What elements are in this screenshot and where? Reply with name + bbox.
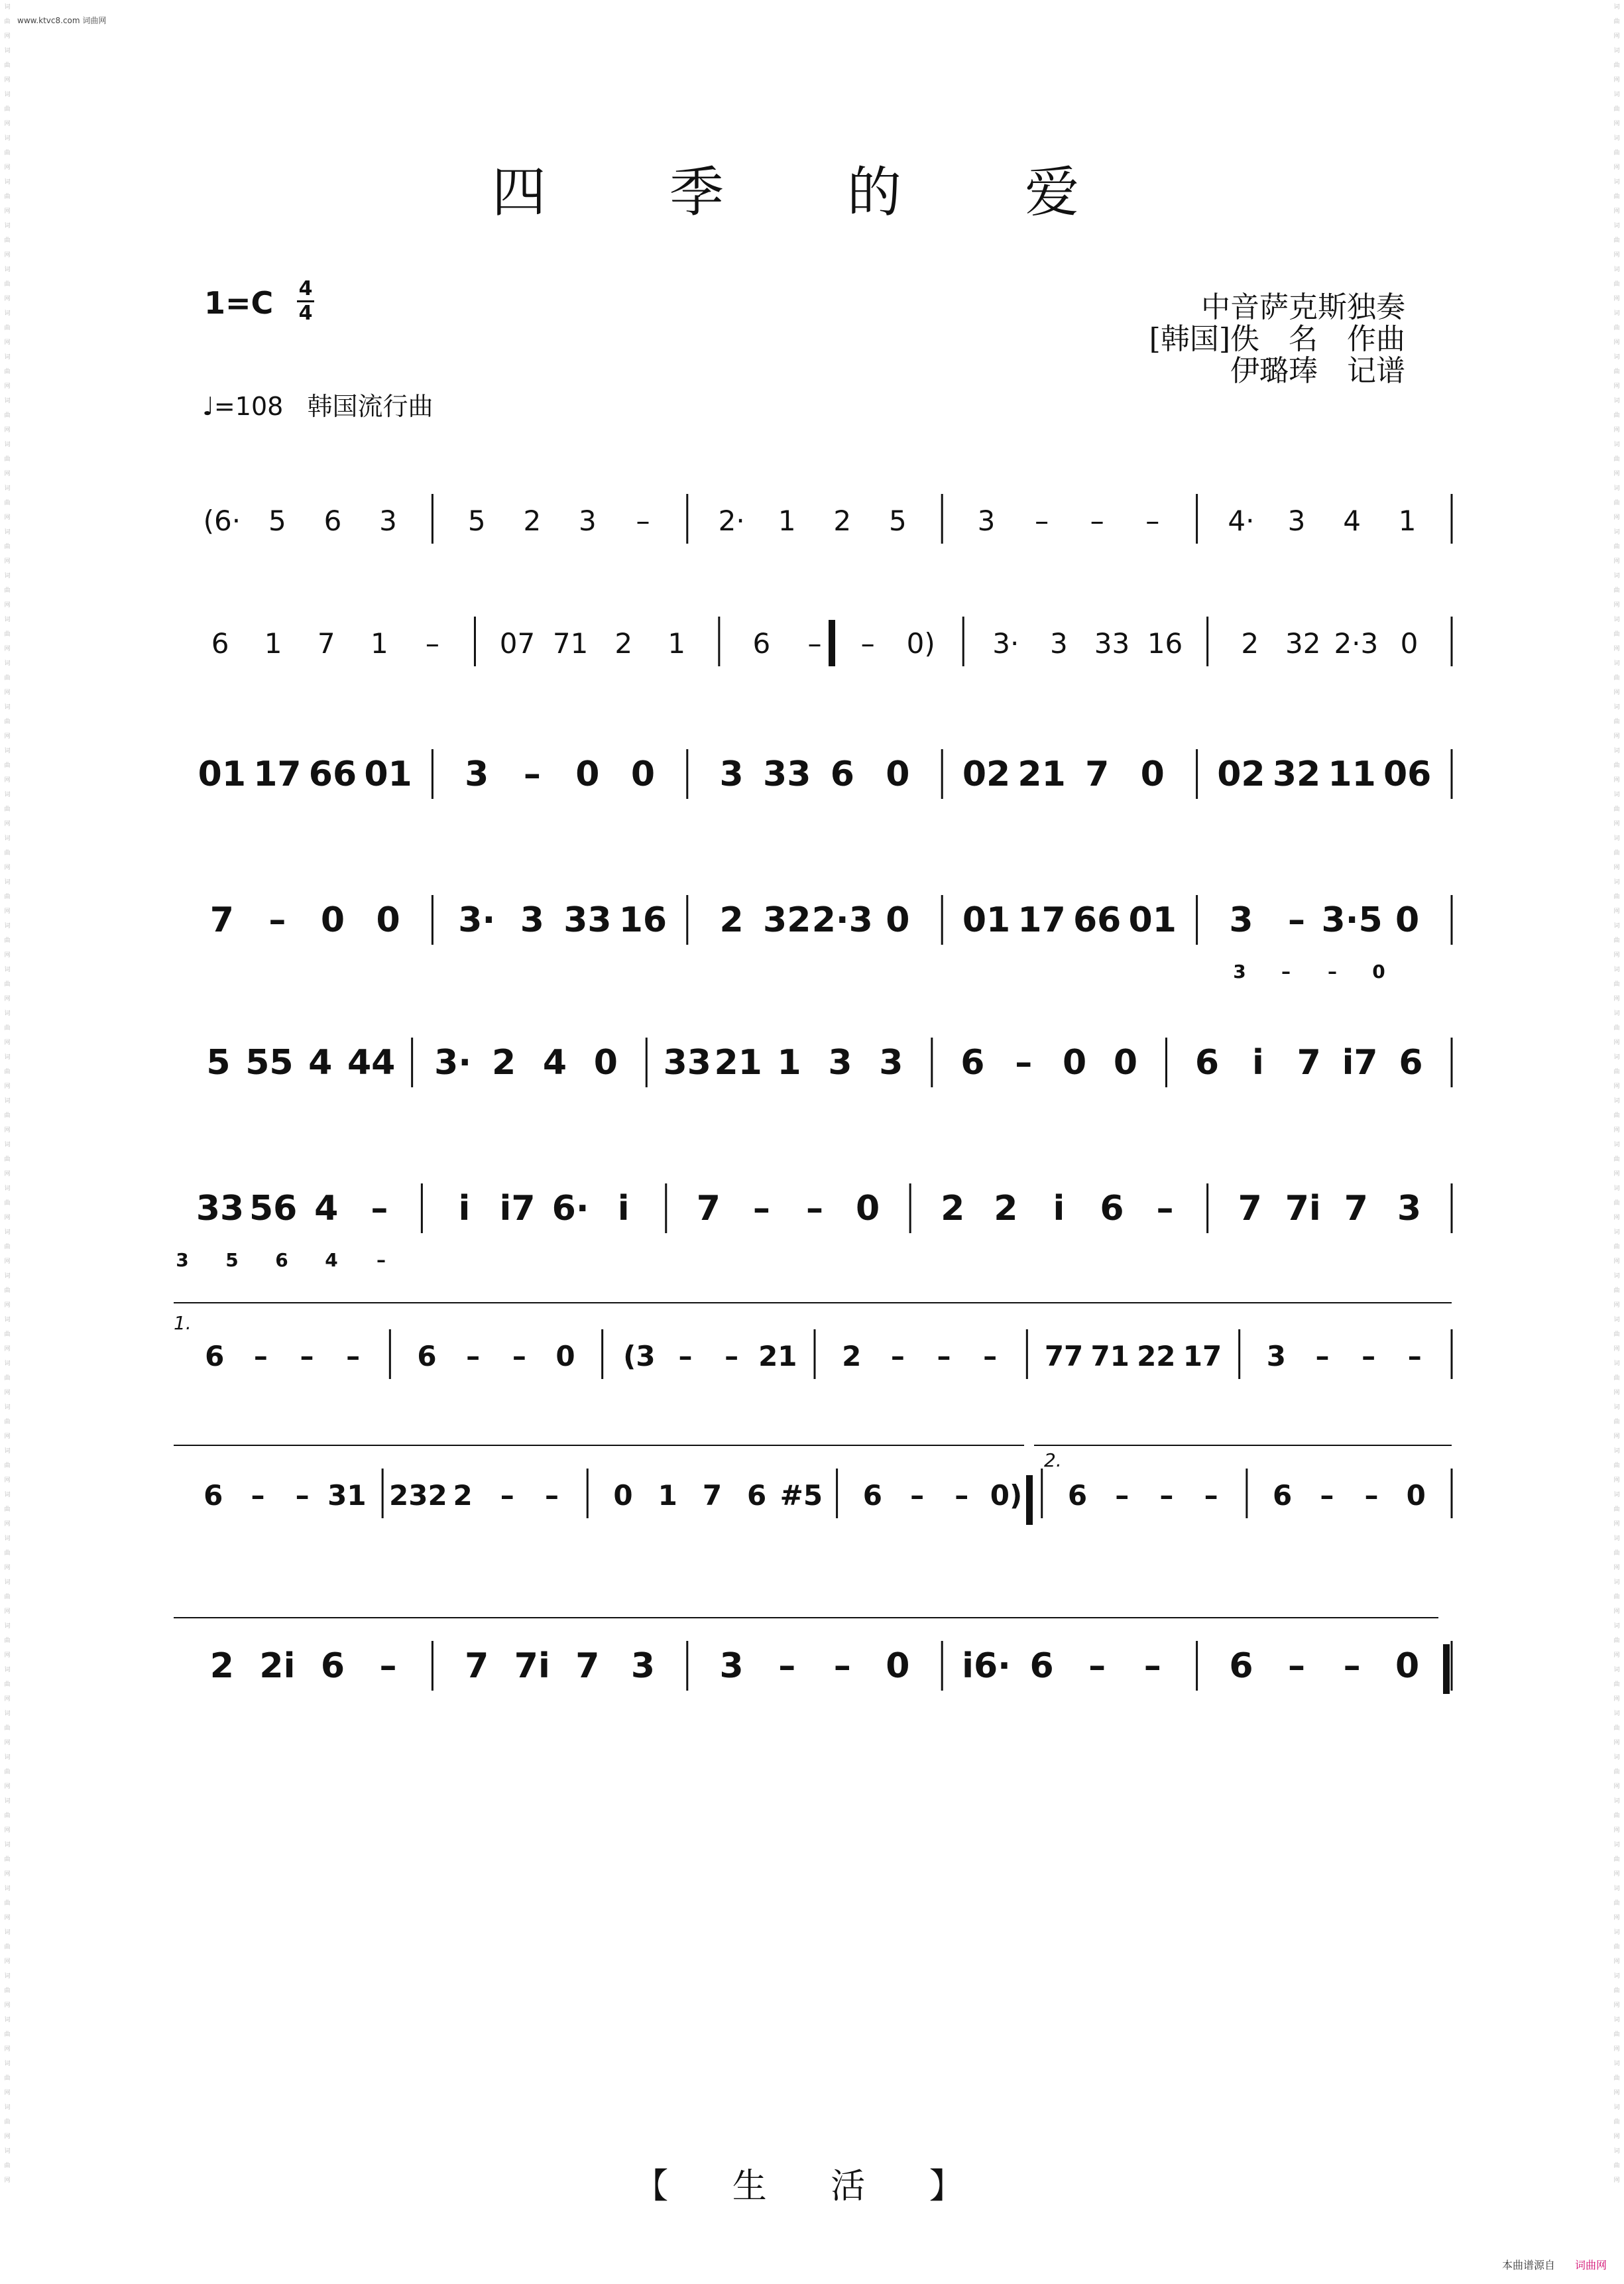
note: (6· [203, 505, 241, 537]
note: 0 [886, 754, 910, 794]
note: 5 [888, 505, 907, 537]
note: 6 [1229, 1646, 1253, 1686]
note: 16 [618, 900, 667, 940]
note: 6 [1273, 1479, 1293, 1512]
note: – [371, 1189, 388, 1229]
note: – [678, 1340, 693, 1372]
note: 0 [1400, 627, 1419, 660]
note: 2 [842, 1340, 862, 1372]
note: 3 [828, 1043, 852, 1083]
note: i7 [1342, 1043, 1378, 1083]
note: – [251, 1479, 265, 1512]
note: 1 [667, 627, 686, 660]
note: 2 [833, 505, 852, 537]
note: 4 [542, 1043, 567, 1083]
note: 7 [1344, 1189, 1368, 1229]
note: 4· [1228, 505, 1255, 537]
note: #5 [780, 1479, 823, 1512]
note: 7 [465, 1646, 489, 1686]
note: 3 [1229, 900, 1253, 940]
note: 21 [1017, 754, 1066, 794]
key-signature: 1=C [204, 285, 274, 321]
side-watermark-right: 词 曲 网 词 曲 网 词 曲 网 词 曲 网 词 曲 网 词 曲 网 词 曲 网 词 曲 网 词 曲 网 词 曲 网 词 曲 网 词 曲 网 词 曲 网 词 曲 网 词 曲 网 词 曲 网 词 曲 网 词 曲 网 词 曲 网 词 曲 网 词 曲 网 词 曲 网 词 曲 网 词 曲 网 词 曲 网 词 曲 网 词 曲 网 词 曲 网 词 曲 网 词 曲 网 词 曲 网 词 曲 网 词 曲 网 词 曲 网 词 曲 网 词 曲 网 词 曲 网 词 曲 网 词 曲 网 词 曲 网 词 曲 网 词 曲 网 词 曲 网 词 曲 网 词 曲 网 词 曲 网 词 曲 网 词 曲 网 词 曲 网 词 曲 网 [1613, 4, 1620, 2184]
harmony-note: 6 [275, 1249, 288, 1271]
note: 01 [198, 754, 247, 794]
note: 66 [1073, 900, 1122, 940]
note: 17 [1183, 1340, 1222, 1372]
note: – [1204, 1479, 1218, 1512]
note: 6 [1194, 1043, 1220, 1083]
note: 3·5 [1321, 900, 1383, 940]
note: 32 [763, 900, 811, 940]
note: 0) [906, 627, 935, 660]
note: 71 [1090, 1340, 1130, 1372]
note: 31 [327, 1479, 367, 1512]
note: 2·3 [811, 900, 873, 940]
volta-2: 2. [1044, 1449, 1062, 1471]
note: 06 [1383, 754, 1432, 794]
stamp-brand: 词曲网 [1574, 2259, 1607, 2271]
note: – [1115, 1479, 1130, 1512]
note: – [1090, 505, 1104, 537]
note: i [1251, 1043, 1264, 1083]
note: i [458, 1189, 471, 1229]
note: 6· [551, 1189, 589, 1229]
note: 17 [253, 754, 302, 794]
note: – [295, 1479, 310, 1512]
style-label: 韩国流行曲 [307, 392, 434, 421]
note: 0 [1140, 754, 1165, 794]
note: 22 [1137, 1340, 1176, 1372]
note: 6 [1399, 1043, 1423, 1083]
note: 2 [719, 900, 744, 940]
note: – [1343, 1646, 1361, 1686]
note: 0 [886, 1646, 910, 1686]
note: – [300, 1340, 314, 1372]
note: 7 [575, 1646, 600, 1686]
note: 02 [1217, 754, 1265, 794]
note: – [1288, 1646, 1306, 1686]
note: 2 [614, 627, 633, 660]
note: – [860, 627, 875, 660]
note: 3 [579, 505, 597, 537]
note: – [937, 1340, 951, 1372]
note: 3 [977, 505, 996, 537]
note: – [1035, 505, 1049, 537]
note: 01 [1128, 900, 1177, 940]
note: 4 [308, 1043, 333, 1083]
note: 2 [491, 1043, 516, 1083]
note: – [512, 1340, 526, 1372]
note: 07 [499, 627, 536, 660]
note: 3 [879, 1043, 903, 1083]
note: 1 [264, 627, 282, 660]
note: 33 [196, 1189, 245, 1229]
note: 6 [1067, 1479, 1088, 1512]
tempo-mark: ♩=108 [202, 392, 284, 421]
note: – [1159, 1479, 1174, 1512]
note: 17 [1017, 900, 1066, 940]
note: 6 [752, 627, 771, 660]
note: 71 [552, 627, 589, 660]
page-title: 四 季 的 爱 [491, 161, 1133, 224]
note: 3 [719, 1646, 744, 1686]
note: 77 [1044, 1340, 1084, 1372]
note: 0 [593, 1043, 618, 1083]
note: 7 [702, 1479, 723, 1512]
note: i [617, 1189, 630, 1229]
note: – [1015, 1043, 1033, 1083]
note: 33 [563, 900, 612, 940]
note: 3 [719, 754, 744, 794]
note: 02 [962, 754, 1011, 794]
note: – [1143, 1646, 1161, 1686]
note: i7 [499, 1189, 536, 1229]
note: 33 [763, 754, 811, 794]
harmony-note: – [1281, 961, 1291, 983]
note: 3 [630, 1646, 656, 1686]
note: – [379, 1646, 397, 1686]
footer-title: 【 生 活 】 [634, 2167, 990, 2206]
note: – [910, 1479, 925, 1512]
note: 7 [209, 900, 234, 940]
note: – [1364, 1479, 1379, 1512]
note: 6 [1029, 1646, 1054, 1686]
note: – [725, 1340, 739, 1372]
note: 3 [465, 754, 489, 794]
note: 0 [855, 1189, 880, 1229]
note: 6 [1100, 1189, 1124, 1229]
time-signature-bottom: 4 [298, 302, 313, 325]
note: 3· [434, 1043, 472, 1083]
harmony-note: 3 [1233, 961, 1246, 983]
note: 7i [1285, 1189, 1321, 1229]
note: 6 [205, 1340, 225, 1372]
note: 0 [630, 754, 656, 794]
note: 7 [317, 627, 335, 660]
site-header: www.ktvc8.com 词曲网 [17, 16, 107, 25]
note: 3 [520, 900, 544, 940]
note: – [983, 1340, 998, 1372]
note: – [466, 1340, 481, 1372]
note: 2 [209, 1646, 234, 1686]
note: 7 [1238, 1189, 1262, 1229]
note: 1 [658, 1479, 677, 1512]
note: 0 [1395, 900, 1420, 940]
note: 1 [1398, 505, 1417, 537]
note: – [806, 1189, 823, 1229]
source-stamp [1502, 2257, 1607, 2272]
note: 6 [323, 505, 342, 537]
note: – [1288, 900, 1306, 940]
note: (3 [623, 1340, 656, 1372]
note: 232 [389, 1479, 447, 1512]
volta-1: 1. [174, 1312, 192, 1334]
note: 2 [941, 1189, 965, 1229]
harmony-note: – [1328, 961, 1337, 983]
note: 32 [1272, 754, 1321, 794]
note: 6 [211, 627, 229, 660]
note: 4 [1343, 505, 1361, 537]
note: – [1145, 505, 1160, 537]
credit-composer: [韩国]佚 名 作曲 [1149, 322, 1405, 356]
note: 2·3 [1334, 627, 1379, 660]
harmony-note: 4 [325, 1249, 338, 1271]
note: 3· [458, 900, 496, 940]
note: – [500, 1479, 514, 1512]
note: – [1320, 1479, 1334, 1512]
note: 56 [249, 1189, 298, 1229]
note: 2i [259, 1646, 296, 1686]
note: – [807, 627, 822, 660]
note: 6 [830, 754, 854, 794]
note: 1 [370, 627, 388, 660]
harmony-note: 0 [1372, 961, 1385, 983]
note: – [890, 1340, 905, 1372]
note: 0) [990, 1479, 1023, 1512]
note: 0 [376, 900, 400, 940]
note: 32 [1285, 627, 1321, 660]
note: 0 [575, 754, 600, 794]
note: 0 [320, 900, 345, 940]
note: 3 [1050, 627, 1068, 660]
note: 0 [886, 900, 910, 940]
note: 0 [613, 1479, 633, 1512]
note: 7i [514, 1646, 550, 1686]
note: 1 [777, 1043, 801, 1083]
note: 66 [308, 754, 357, 794]
note: 6 [203, 1479, 223, 1512]
credit-transcriber: 伊璐琫 记谱 [1230, 354, 1405, 388]
note: 0 [1113, 1043, 1138, 1083]
credit-performance: 中音萨克斯独奏 [1201, 290, 1405, 324]
note: 2 [994, 1189, 1018, 1229]
note: 6 [320, 1646, 345, 1686]
note: i [1053, 1189, 1065, 1229]
note: 2 [453, 1479, 473, 1512]
note: 16 [1147, 627, 1183, 660]
note: – [1315, 1340, 1330, 1372]
note: 3 [379, 505, 397, 537]
note: – [636, 505, 650, 537]
harmony-note: 3 [176, 1249, 189, 1271]
note: 21 [758, 1340, 797, 1372]
note: 6 [862, 1479, 882, 1512]
note: 01 [364, 754, 412, 794]
note: 2 [1241, 627, 1259, 660]
note: – [253, 1340, 268, 1372]
note: 0 [1395, 1646, 1420, 1686]
note: 7 [1085, 754, 1110, 794]
note: 4 [314, 1189, 339, 1229]
note: 6 [960, 1043, 985, 1083]
note: 6 [417, 1340, 437, 1372]
note: 3 [1287, 505, 1306, 537]
note: 0 [555, 1340, 575, 1372]
note: – [955, 1479, 969, 1512]
time-signature-top: 4 [298, 277, 313, 300]
note: 5 [206, 1043, 231, 1083]
note: 3· [992, 627, 1019, 660]
stamp-text: 本曲谱源自 [1501, 2259, 1555, 2271]
note: 1 [778, 505, 796, 537]
note: – [1088, 1646, 1106, 1686]
note: 5 [467, 505, 486, 537]
note: 6 [747, 1479, 767, 1512]
note: – [268, 900, 286, 940]
note: – [752, 1189, 770, 1229]
note: – [346, 1340, 361, 1372]
note: – [1362, 1340, 1376, 1372]
note: – [778, 1646, 796, 1686]
note: – [1156, 1189, 1174, 1229]
note: 3 [1397, 1189, 1422, 1229]
side-watermark-left: 词 曲 网 词 曲 网 词 曲 网 词 曲 网 词 曲 网 词 曲 网 词 曲 网 词 曲 网 词 曲 网 词 曲 网 词 曲 网 词 曲 网 词 曲 网 词 曲 网 词 曲 网 词 曲 网 词 曲 网 词 曲 网 词 曲 网 词 曲 网 词 曲 网 词 曲 网 词 曲 网 词 曲 网 词 曲 网 词 曲 网 词 曲 网 词 曲 网 词 曲 网 词 曲 网 词 曲 网 词 曲 网 词 曲 网 词 曲 网 词 曲 网 词 曲 网 词 曲 网 词 曲 网 词 曲 网 词 曲 网 词 曲 网 词 曲 网 词 曲 网 词 曲 网 词 曲 网 词 曲 网 词 曲 网 词 曲 网 词 曲 网 词 曲 网 [4, 4, 11, 2184]
note: 11 [1328, 754, 1376, 794]
note: 55 [245, 1043, 294, 1083]
note: – [1407, 1340, 1422, 1372]
harmony-note: – [377, 1249, 386, 1271]
note: 33 [1094, 627, 1130, 660]
note: 7 [1297, 1043, 1321, 1083]
note: 7 [696, 1189, 721, 1229]
note: – [833, 1646, 851, 1686]
note: 2 [523, 505, 542, 537]
note: 21 [714, 1043, 762, 1083]
note: 44 [347, 1043, 396, 1083]
note: 01 [962, 900, 1011, 940]
note: 5 [268, 505, 286, 537]
note: – [425, 627, 439, 660]
note: 2· [718, 505, 745, 537]
note: 3 [1266, 1340, 1286, 1372]
note: 0 [1406, 1479, 1426, 1512]
note: 0 [1062, 1043, 1087, 1083]
harmony-note: 5 [225, 1249, 239, 1271]
note: 33 [663, 1043, 711, 1083]
note: – [523, 754, 541, 794]
note: – [545, 1479, 559, 1512]
note: i6· [962, 1646, 1011, 1686]
